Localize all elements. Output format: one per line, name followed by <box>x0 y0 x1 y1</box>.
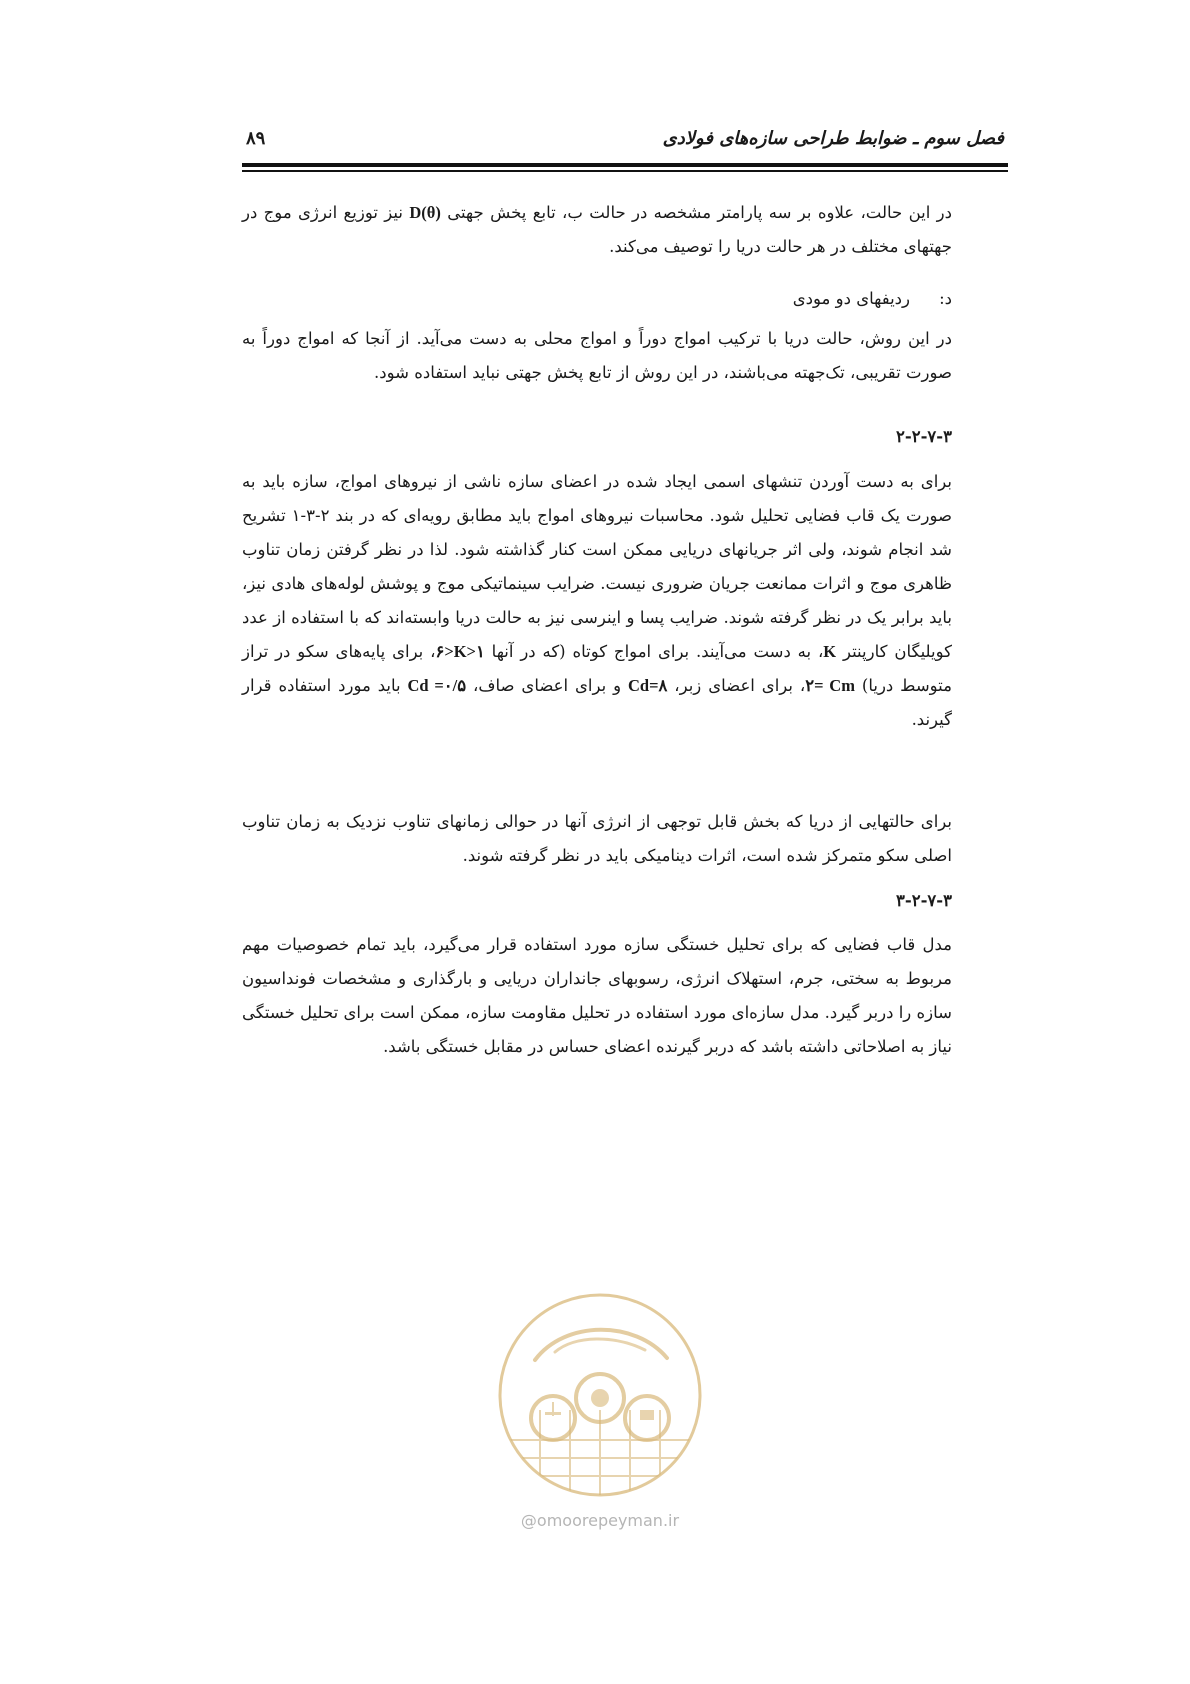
omoorepeyman-logo <box>495 1290 705 1500</box>
paragraph-section1-p2: برای حالتهایی از دریا که بخش قابل توجهی از انرژی آنها در حوالی زمانهای تناوب نزدیک به زمان تناوب اصلی سکو متمرکز شده است، اثرات دینامیکی باید در نظر گرفته شوند. <box>242 812 952 865</box>
page-header <box>246 128 1004 156</box>
keulegan-carpenter-symbol: K <box>823 642 837 661</box>
paragraph-section1-p1: برای به دست آوردن تنشهای اسمی ایجاد شده در اعضای سازه ناشی از نیروهای امواج، سازه باید به صورت یک قاب فضایی تحلیل شود. محاسبات نیروهای امواج باید مطابق رویه‌ای که در بند ۲-۳-۱ تشریح شد انجام شوند، ولی اثر جریانهای دریایی ممکن است کنار گذاشته شود. لذا در نظر گرفتن زمان تناوب ظاهری موج و اثرات ممانعت جریان ضروری نیست. ضرایب سینماتیکی موج و پوشش لوله‌های هادی نیز، باید برابر یک در نظر گرفته شوند. ضرایب پسا و اینرسی نیز به حالت دریا وابسته‌اند که با استفاده از عدد کویلیگان کارپنتر K، به دست می‌آیند. برای امواج کوتاه (که در آنها ۶>K>۱، برای پایه‌های سکو در تراز متوسط دریا) ۲= Cm، برای اعضای زبر، Cd=۸ و برای اعضای صاف، Cd =۰/۵ باید مورد استفاده قرار گیرند. <box>242 472 952 729</box>
list-item-text: ردیفهای دو مودی <box>792 289 910 308</box>
cm-value: ۲= Cm <box>805 676 855 695</box>
list-item-label: د: <box>939 289 952 308</box>
k-range: ۶>K>۱ <box>435 642 485 661</box>
chapter-title: فصل سوم ـ ضوابط طراحی سازه‌های فولادی <box>662 128 1004 149</box>
section-number-2-2-7-3: ۲-۲-۷-۳ <box>896 427 952 446</box>
website-watermark: @omoorepeyman.ir <box>520 1511 680 1530</box>
paragraph-state-c: در این حالت، علاوه بر سه پارامتر مشخصه در حالت ب، تابع پخش جهتی D(θ) نیز توزیع انرژی موج در جهتهای مختلف در هر حالت دریا را توصیف می‌کند. <box>242 203 952 256</box>
section-number-3-2-7-3: ۳-۲-۷-۳ <box>896 891 952 910</box>
cd-rough-value: Cd=۸ <box>628 676 668 695</box>
list-item-d <box>242 282 952 316</box>
header-rule-thick <box>242 163 1008 167</box>
cd-smooth-value: Cd =۰/۵ <box>407 676 467 695</box>
page-number: ۸۹ <box>246 128 266 149</box>
directional-function-symbol: D(θ) <box>409 203 441 222</box>
paragraph-bimodal: در این روش، حالت دریا با ترکیب امواج دوراً و امواج محلی به دست می‌آید. از آنجا که امواج دوراً به صورت تقریبی، تک‌جهته می‌باشند، در این روش از تابع پخش جهتی نباید استفاده شود. <box>242 329 952 382</box>
header-rule-thin <box>242 170 1008 172</box>
paragraph-section2-p1: مدل قاب فضایی که برای تحلیل خستگی سازه مورد استفاده قرار می‌گیرد، باید تمام خصوصیات مهم مربوط به سختی، جرم، استهلاک انرژی، رسوبهای جانداران دریایی و بارگذاری و مشخصات فونداسیون سازه را دربر گیرد. مدل سازه‌ای مورد استفاده در تحلیل مقاومت سازه، ممکن است برای تحلیل خستگی نیاز به اصلاحاتی داشته باشد که دربر گیرنده اعضای حساس در مقابل خستگی باشد. <box>242 935 952 1056</box>
